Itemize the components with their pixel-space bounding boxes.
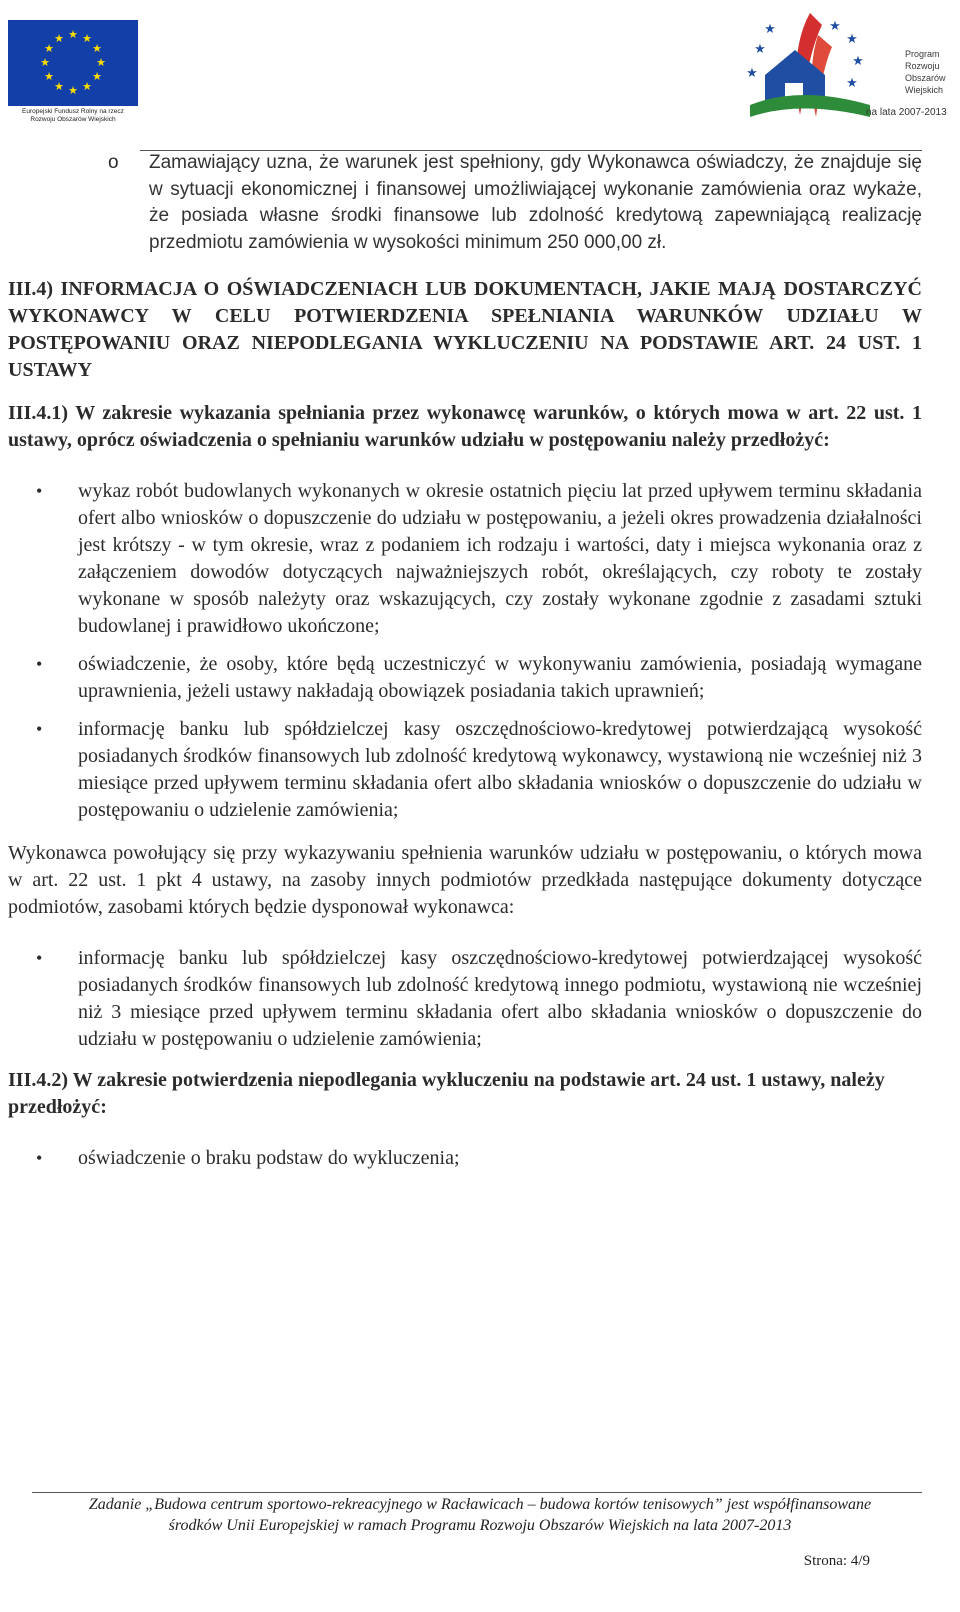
- section-heading: III.4) INFORMACJA O OŚWIADCZENIACH LUB DOKUMENTACH, JAKIE MAJĄ DOSTARCZYĆ WYKONAWCY W CELU POTWIERDZENIA SPEŁNIANIA WARUNKÓW UDZIAŁU W POSTĘPOWANIU ORAZ NIEPODLEGANIA WYKLUCZENIU NA PODSTAWIE ART. 24 UST. 1 USTAWY: [8, 278, 922, 381]
- subsection-heading-2: III.4.2) W zakresie potwierdzenia niepodlegania wykluczeniu na podstawie art. 24 ust. 1 ustawy, należy przedłożyć:: [8, 1069, 885, 1118]
- svg-text:★: ★: [852, 54, 864, 69]
- svg-text:★: ★: [96, 56, 106, 69]
- svg-text:★: ★: [68, 28, 78, 41]
- svg-text:★: ★: [92, 70, 102, 83]
- bullet-icon: •: [36, 948, 43, 968]
- svg-text:★: ★: [764, 22, 776, 37]
- svg-text:★: ★: [846, 32, 858, 47]
- svg-text:★: ★: [846, 76, 858, 91]
- list-item: • oświadczenie o braku podstaw do wykluczenia;: [8, 1145, 922, 1172]
- list-item: • informację banku lub spółdzielczej kasy oszczędnościowo-kredytowej potwierdzającą wysokość posiadanych środków finansowych lub zdolność kredytową wykonawcy, wystawioną nie wcześniej niż 3 miesiące przed upływem terminu składania ofert albo składania wniosków o dopuszczenie do udziału w postępowaniu o udzielenie zamówienia;: [36, 718, 922, 821]
- svg-text:★: ★: [82, 32, 92, 45]
- footer-rule: [32, 1492, 922, 1493]
- footer-line: środków Unii Europejskiej w ramach Programu Rozwoju Obszarów Wiejskich na lata 2007-2013: [168, 1517, 792, 1534]
- condition-text: Zamawiający uzna, że warunek jest spełniony, gdy Wykonawca oświadczy, że znajduje się w sytuacji ekonomicznej i finansowej umożliwiającej wykonanie zamówienia oraz wykaże, że posiada własne środki finansowe lub zdolność kredytową zapewniającą realizację przedmiotu zamówienia w wysokości minimum 250 000,00 zł.: [149, 152, 922, 253]
- footer-line: Zadanie „Budowa centrum sportowo-rekreacyjnego w Racławicach – budowa kortów tenisowych” jest współfinansowane: [88, 1496, 872, 1513]
- svg-text:★: ★: [44, 42, 54, 55]
- svg-text:★: ★: [68, 84, 78, 97]
- eu-stars-icon: [8, 20, 138, 106]
- bullet-icon: •: [36, 481, 43, 501]
- list-item: • informację banku lub spółdzielczej kasy oszczędnościowo-kredytowej potwierdzającej wysokość posiadanych środków finansowych lub zdolność kredytową innego podmiotu, wystawioną nie wcześniej niż 3 miesiące przed upływem terminu składania ofert albo składania wniosków o dopuszczenie do udziału w postępowaniu o udzielenie zamówienia;: [36, 947, 922, 1050]
- page-number: Strona: 4/9: [803, 1553, 870, 1569]
- list-item: • wykaz robót budowlanych wykonanych w okresie ostatnich pięciu lat przed upływem terminu składania ofert albo wniosków o dopuszczenie do udziału w postępowaniu, a jeżeli okres prowadzenia działalności jest krótszy - w tym okresie, wraz z podaniem ich rodzaju i wartości, daty i miejsca wykonania oraz z załączeniem dowodów dotyczących najważniejszych robót, określających, czy roboty te zostały wykonane w sposób należyty oraz wskazujących, czy zostały wykonane zgodnie z zasadami sztuki budowlanej i prawidłowo ukończone;: [36, 480, 922, 637]
- eu-flag-icon: [8, 20, 138, 106]
- condition-item: [8, 150, 922, 256]
- page-footer: [0, 1494, 960, 1536]
- document-body: [8, 150, 922, 1183]
- eu-caption: Europejski Fundusz Rolny na rzecz Rozwoju Obszarów Wiejskich: [22, 108, 124, 123]
- svg-text:★: ★: [92, 42, 102, 55]
- circle-bullet-icon: o: [108, 152, 119, 173]
- list-item: • oświadczenie, że osoby, które będą uczestniczyć w wykonywaniu zamówienia, posiadają wymagane uprawnienia, jeżeli ustawy nakładają obowiązek posiadania takich uprawnień;: [36, 653, 922, 702]
- svg-text:★: ★: [40, 56, 50, 69]
- resources-paragraph: Wykonawca powołujący się przy wykazywaniu spełnienia warunków udziału w postępowaniu, o których mowa w art. 22 ust. 1 pkt 4 ustawy, na zasoby innych podmiotów przedkłada następujące dokumenty dotyczące podmiotów, zasobami których będzie dysponował wykonawca:: [8, 842, 922, 918]
- svg-text:★: ★: [54, 32, 64, 45]
- svg-text:★: ★: [746, 66, 758, 81]
- svg-text:★: ★: [82, 80, 92, 93]
- svg-text:★: ★: [44, 70, 54, 83]
- exclusion-list: [8, 1145, 922, 1172]
- documents-list: [8, 478, 922, 824]
- eu-logo: [8, 20, 138, 123]
- svg-text:★: ★: [754, 42, 766, 57]
- prow-title: Program Rozwoju Obszarów Wiejskich: [905, 49, 946, 95]
- bullet-icon: •: [36, 654, 43, 674]
- page-header: [0, 0, 960, 150]
- bullet-icon: •: [36, 719, 43, 739]
- svg-text:★: ★: [54, 80, 64, 93]
- svg-text:★: ★: [829, 19, 841, 34]
- resources-list: [8, 945, 922, 1053]
- prow-years: na lata 2007-2013: [866, 107, 947, 118]
- subsection-heading-1: III.4.1) W zakresie wykazania spełniania przez wykonawcę warunków, o których mowa w art. 22 ust. 1 ustawy, oprócz oświadczenia o spełnianiu warunków udziału w postępowaniu należy przedłożyć:: [8, 402, 922, 451]
- bullet-icon: •: [36, 1148, 43, 1168]
